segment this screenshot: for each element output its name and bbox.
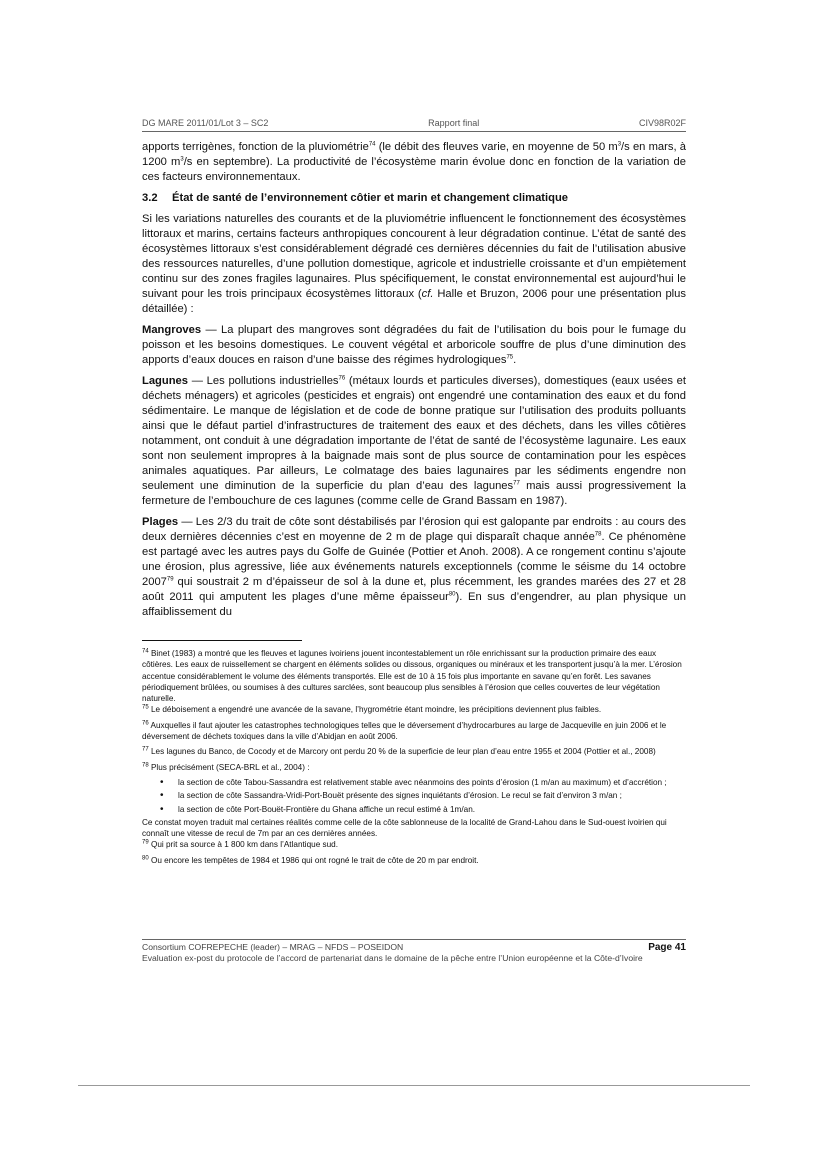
page-header [142,118,686,132]
footnote-77: $^{77}$ Les lagunes du Banco, de Cocody et de Marcory ont perdu 20 % de la superficie de leur plan d’eau entre 1955 et 2004 (Pottier et al., 2008) [142,746,656,757]
footnote-78-tail: Ce constat moyen traduit mal certaines réalités comme celle de la côte sablonneuse de la localité de Grand-Lahou dans le Sud-ouest ivoirien qui connaît une vitesse de recul de 7m par an ces dernières années. [142,817,667,839]
page-footer [142,939,686,963]
footer-subtitle: Evaluation ex-post du protocole de l’accord de partenariat dans le domaine de la pêche entre l’Union européenne et la Côte-d’Ivoire [142,953,643,963]
mangroves-label: Mangroves [142,324,202,336]
footnote-76: $^{76}$ Auxquelles il faut ajouter les catastrophes technologiques telles que le déversement d’hydrocarbures au large de Jacqueville en juin 2006 et le déversement de déchets toxiques dans la ville d’Abidjan en août 2006. [142,720,667,742]
footnote-ref: 74 [368,141,376,148]
footnote-ref: 78 [594,531,602,538]
footnotes [142,648,686,870]
footnote-separator [142,640,302,641]
superscript: 3 [180,156,184,163]
list-item: • la section de côte Port-Bouët-Frontière du Ghana affiche un recul estimé à 1m/an. [178,804,686,815]
footnote-79: $^{79}$ Qui prit sa source à 1 800 km dans l’Atlantique sud. [142,839,339,850]
plages-label: Plages [142,516,179,528]
page-bottom-divider [78,1085,750,1086]
header-right: CIV98R02F [638,118,686,128]
header-left: DG MARE 2011/01/Lot 3 – SC2 [142,118,269,128]
lagunes-label: Lagunes [142,375,189,387]
body-text [142,140,686,626]
header-center: Rapport final [428,118,480,128]
superscript: 3 [617,141,622,148]
footnote-ref: 79 [166,576,174,583]
footnote-ref: 77 [513,480,520,487]
footnote-78: $^{78}$ Plus précisément (SECA-BRL et al., 2004) : [142,761,310,772]
footnote-74: $^{74}$ Binet (1983) a montré que les fleuves et lagunes ivoiriens jouent incontestablement un rôle enrichissant sur la production primaire des eaux côtières. Les eaux de ruissellement se chargent en éléments solides ou dissous, organiques ou minéraux et les transportent jusqu’à la mer. L’érosion accentue considérablement le volume des éléments transportés. Elle est de 10 à 15 fois plus importante en savane qu’en forêt. Les savanes périodiquement brûlées, ou soumises à des cultures sarclées, sont beaucoup plus sensibles à l’érosion que celles couvertes de leur végétation naturelle. [142,648,682,704]
footnote-ref: 76 [338,375,346,382]
paragraph-context: Si les variations naturelles des courants et de la pluviométrie influencent le fonctionnement des écosystèmes littoraux et marins, certains facteurs anthropiques concourent à leur dégradation continue. L’état de santé des écosystèmes littoraux s’est considérablement dégradé ces dernières décennies du fait de l’utilisation abusive des ressources naturelles, d’une pollution domestique, agricole et industrielle croissante et d’un empiètement continu sur des zones fragiles lagunaires. Plus spécifiquement, le constat environnemental est aujourd’hui le suivant pour les trois principaux écosystèmes littoraux (cf. Halle et Bruzon, 2006 pour une présentation plus détaillée) : [142,213,686,315]
footer-consortium: Consortium COFREPECHE (leader) – MRAG – NFDS – POSEIDON [142,942,404,952]
paragraph-mangroves: Mangroves — La plupart des mangroves sont dégradées du fait de l’utilisation du bois pour le fumage du poisson et les besoins domestiques. Le couvent végétal et arboricole souffre de plus d’une diminution des apports d’eaux douces en raison d’une baisse des régimes hydrologiques$^{75}$. [142,324,686,366]
footnote-78-list [142,777,686,815]
page-number: Page 41 [648,942,686,953]
paragraph-lagunes: Lagunes — Les pollutions industrielles$^{76}$ (métaux lourds et particules diverses), domestiques (eaux usées et déchets ménagers) et agricoles (pesticides et engrais) ont engendré une contamination des eaux et du fond sédimentaire. Le manque de législation et de code de bonne pratique sur l’utilisation des produits polluants ainsi que le défaut partiel d’infrastructures de traitement des eaux et des déchets, dans les villes côtières notamment, ont conduit à une dégradation importante de l’état de santé de l’écosystème lagunaire. Les eaux sont non seulement impropres à la baignade mais sont de plus source de contamination pour les espèces animales aquatiques. Par ailleurs, Le colmatage des baies lagunaires par les sédiments engendre non seulement une diminution de la superficie du plan d’eau des lagunes$^{77}$ mais aussi progressivement la fermeture de l’embouchure de ces lagunes (comme celle de Grand Bassam en 1987). [142,375,687,507]
section-number: 3.2 [142,192,158,204]
paragraph-plages: Plages — Les 2/3 du trait de côte sont déstabilisés par l’érosion qui est galopante par endroits : au cours des deux dernières décennies c’est en moyenne de 2 m de plage qui disparaît chaque année$^{78}$. Ce phénomène est partagé avec les autres pays du Golfe de Guinée (Pottier et Anoh. 2008). A ce rongement continu s’ajoute une érosion, plus agressive, liée aux événements naturels exceptionnels (comme le séisme du 14 octobre 2007$^{79}$ qui soustrait 2 m d’épaisseur de sol à la dune et, plus récemment, les grandes marées des 27 et 28 août 2011 qui amputent les plages d’une même épaisseur$^{80}$). En sus d’engendrer, au plan physique un affaiblissement du [142,516,686,618]
footnote-80: $^{80}$ Ou encore les tempêtes de 1984 et 1986 qui ont rogné le trait de côte de 20 m par endroit. [142,855,479,865]
footnote-ref: 80 [448,591,456,598]
section-title: État de santé de l’environnement côtier et marin et changement climatique [172,192,569,204]
footnote-ref: 75 [506,354,514,361]
footnote-75: $^{75}$ Le déboisement a engendré une avancée de la savane, l’hygrométrie étant moindre, les précipitions deviennent plus faibles. [142,704,602,715]
section-heading [142,191,686,206]
list-item: • la section de côte Tabou-Sassandra est relativement stable avec néanmoins des points d’érosion (1 m/an au maximum) et d’accrétion ; [178,777,686,788]
paragraph-intro: apports terrigènes, fonction de la pluviométrie$^{74}$ (le débit des fleuves varie, en moyenne de 50 $m^3/s$ en mars, à 1200 $m^3/s$ en septembre). La productivité de l’écosystème marin évolue donc en fonction de la variation de ces facteurs environnementaux. [142,141,686,183]
list-item: • la section de côte Sassandra-Vridi-Port-Bouët présente des signes inquiétants d’érosion. Le recul se fait d’environ 3 m/an ; [178,790,686,801]
